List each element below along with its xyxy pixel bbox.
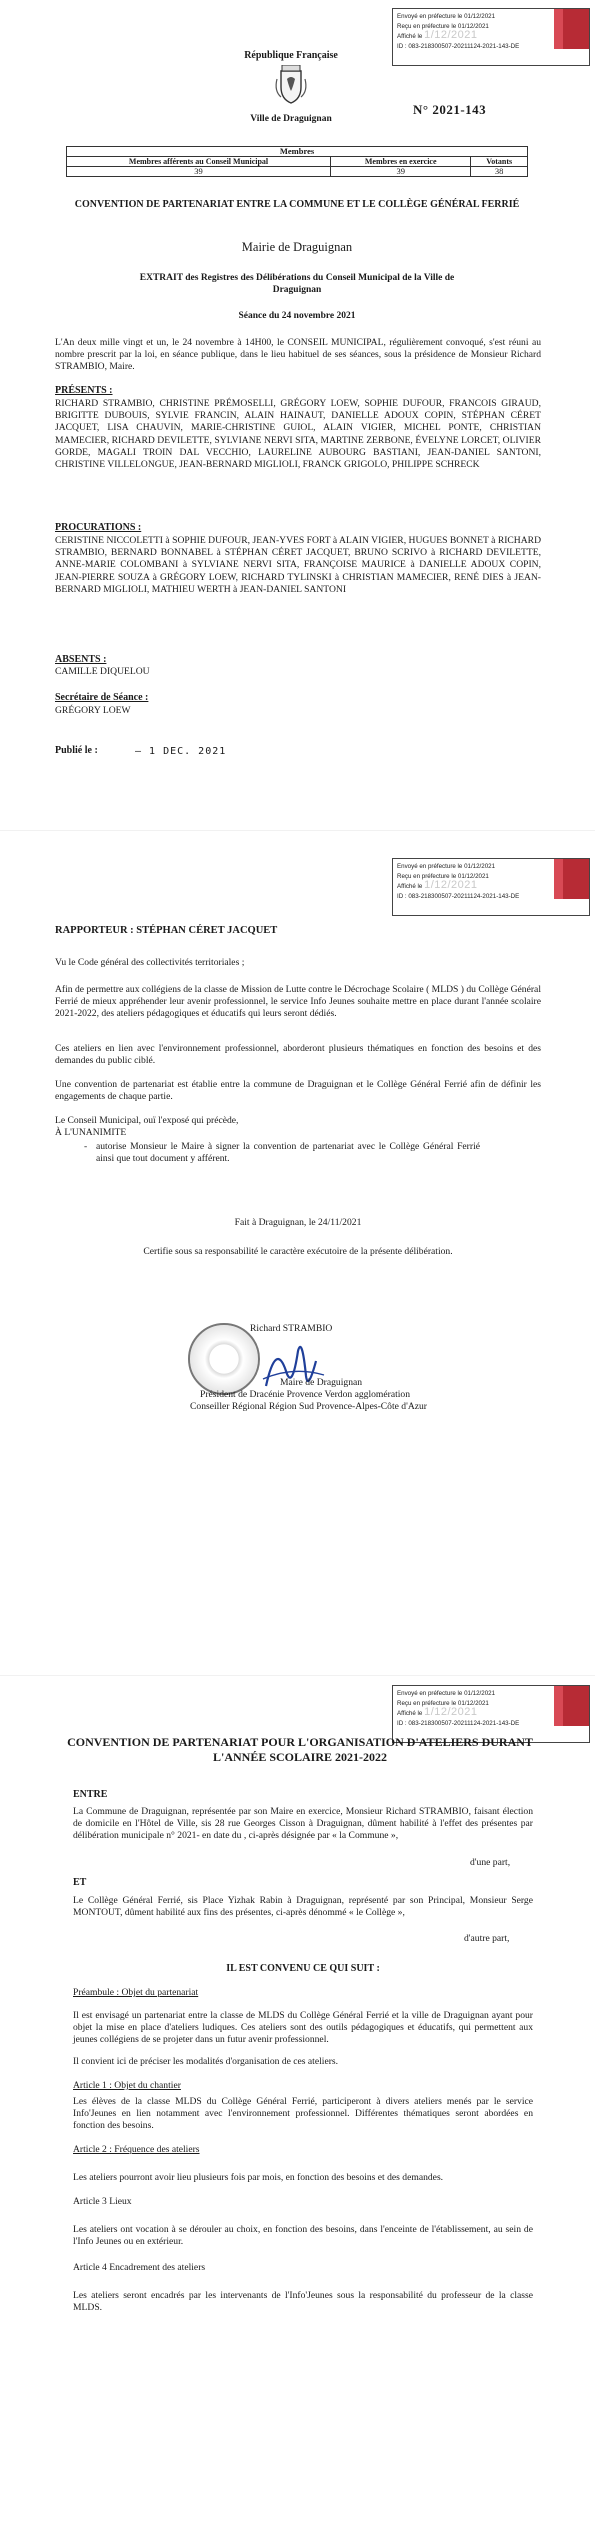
preamble-text: Il est envisagé un partenariat entre la classe de MLDS du Collège Général Ferrié et la ville de Draguignan ayant pour objet la mise en place d'ateliers ludiques. Ces ateliers sont des outils pédagogiques et éducatifs, qui permettent aux jeunes collégiens de se projeter dans un futur avenir professionnel. (73, 2010, 533, 2046)
stamp-sent: Envoyé en préfecture le 01/12/2021 (397, 863, 496, 870)
members-table (66, 146, 528, 177)
article-1-text: Les élèves de la classe MLDS du Collège Général Ferrié, participeront à divers ateliers menés par le service Info'Jeunes en lien notamment avec l'environnement professionnel. Différentes thématiques seront abordées en fonction des besoins. (73, 2096, 533, 2132)
procurations-list: CERISTINE NICCOLETTI à SOPHIE DUFOUR, JEAN-YVES FORT à ALAIN VIGIER, HUGUES BONNET à RICHARD STRAMBIO, BERNARD BONNABEL à STÉPHAN CÉRET JACQUET, BRUNO SCRIVO à RICHARD DEVILETTE, ANNE-MARIE COLOMBANI à SYLVIANE NERVI SITA, FRANÇOISE MAURICE à DANIELLE ADOUX COPIN, JEAN-PIERRE SOUZA à GRÉGORY LOEW, RICHARD TYLINSKI à CHRISTIAN MAMECIER, RENÉ DIES à JEAN-BERNARD MIGLIOLI, MATHIEU WERTH à JEAN-DANIEL SANTONI (55, 535, 541, 595)
article-4-heading: Article 4 Encadrement des ateliers (73, 2262, 206, 2273)
between-label: ENTRE (73, 1789, 108, 1800)
agreement-title: CONVENTION DE PARTENARIAT POUR L'ORGANISATION D'ATELIERS DURANT L'ANNÉE SCOLAIRE 2021-2022 (67, 1735, 533, 1764)
stamp-posted-date: 1/12/2021 (424, 29, 478, 41)
signatory-role: Maire de Draguignan (280, 1377, 363, 1388)
party-commune: La Commune de Draguignan, représentée par son Maire en exercice, Monsieur Richard STRAMBIO, faisant élection de domicile en l'Hôtel de Ville, sis 28 rue Georges Cisson à Draguignan, dûment habilité à l'effet des présentes par délibération municipale n° 2021- en date du , ci-après désignée par « la Commune », (73, 1806, 533, 1842)
members-caption: Membres (67, 147, 528, 157)
stamp-posted-label: Affiché le (397, 883, 423, 890)
stamp-logo (563, 1686, 589, 1726)
members-header: Membres afférents au Conseil Municipal (67, 157, 331, 167)
decision-list (80, 1141, 480, 1165)
vote-result: À L'UNANIMITE (55, 1127, 127, 1138)
stamp-logo (563, 859, 589, 899)
paragraph-convention: Une convention de partenariat est établie entre la commune de Draguignan et le Collège Général Ferrié afin de définir les engagements de chaque partie. (55, 1079, 541, 1103)
stamp-logo (563, 9, 589, 49)
stamp-id: ID : 083-218300507-20211124-2021-143-DE (397, 892, 520, 900)
preamble-heading: Préambule : Objet du partenariat (73, 1987, 199, 1998)
article-3-text: Les ateliers ont vocation à se dérouler au choix, en fonction des besoins, dans l'enceinte de l'établissement, au sein de l'Info Jeunes ou en extérieur. (73, 2224, 533, 2248)
session-date: Séance du 24 novembre 2021 (238, 311, 356, 321)
rapporteur: RAPPORTEUR : STÉPHAN CÉRET JACQUET (55, 925, 278, 936)
stamp-id: ID : 083-218300507-20211124-2021-143-DE (397, 1719, 520, 1727)
second-party-label: d'autre part, (464, 1933, 510, 1944)
decision-item: - autorise Monsieur le Maire à signer la convention de partenariat avec le Collège Général Ferrié ainsi que tout document y afférent. (80, 1141, 480, 1165)
members-header: Votants (471, 157, 528, 167)
paragraph-context: Afin de permettre aux collégiens de la classe de Mission de Lutte contre le Décrochage Scolaire ( MLDS ) du Collège Général Ferrié de mieux appréhender leur avenir professionnel, le service Info Jeunes souhaite mettre en place durant l'année scolaire 2021-2022, des ateliers pédagogiques et éducatifs qui leurs seront dédiés. (55, 984, 541, 1020)
absents-list: CAMILLE DIQUELOU (55, 666, 150, 677)
and-label: ET (73, 1877, 87, 1888)
certification: Certifie sous sa responsabilité le caractère exécutoire de la présente délibération. (143, 1246, 453, 1257)
signatory-name: Richard STRAMBIO (250, 1323, 333, 1334)
extract-heading: EXTRAIT des Registres des Délibérations du Conseil Municipal de la Ville de Draguignan (139, 273, 455, 295)
published-label: Publié le : (55, 745, 98, 756)
article-1-heading: Article 1 : Objet du chantier (73, 2080, 181, 2091)
members-header: Membres en exercice (331, 157, 471, 167)
republic-header (226, 50, 356, 124)
article-4-text: Les ateliers seront encadrés par les intervenants de l'Info'Jeunes sous la responsabilité du professeur de la classe MLDS. (73, 2290, 533, 2314)
signatory-role: Conseiller Régional Région Sud Provence-Alpes-Côte d'Azur (190, 1401, 427, 1412)
secretary-heading: Secrétaire de Séance : (55, 692, 149, 703)
coat-of-arms-icon (273, 65, 309, 105)
party-college: Le Collège Général Ferrié, sis Place Yizhak Rabin à Draguignan, représenté par son Principal, Monsieur Serge MONTOUT, dûment habilité aux fins des présentes, ci-après dénommé « le Collège », (73, 1895, 533, 1919)
signatory-role: Président de Dracénie Provence Verdon agglomération (200, 1389, 411, 1400)
presents-heading: PRÉSENTS : (55, 385, 113, 396)
stamp-posted-label: Affiché le (397, 1710, 423, 1717)
preamble-text: Il convient ici de préciser les modalités d'organisation de ces ateliers. (73, 2056, 339, 2067)
article-3-heading: Article 3 Lieux (73, 2196, 132, 2207)
intro-paragraph: L'An deux mille vingt et un, le 24 novembre à 14H00, le CONSEIL MUNICIPAL, régulièrement convoqué, s'est réuni au nombre prescrit par la loi, en séance publique, dans le lieu habituel de ses séances, sous la présidence de Monsieur Richard STRAMBIO, Maire. (55, 337, 541, 373)
published-date-stamp: – 1 DEC. 2021 (135, 746, 227, 757)
republic-title: République Française (244, 50, 338, 61)
stamp-received: Reçu en préfecture le 01/12/2021 (397, 872, 489, 880)
deliberation-number: N° 2021-143 (413, 102, 487, 117)
stamp-id: ID : 083-218300507-20211124-2021-143-DE (397, 42, 520, 50)
prefecture-stamp (392, 8, 590, 66)
stamp-sent: Envoyé en préfecture le 01/12/2021 (397, 13, 496, 20)
signed-place-date: Fait à Draguignan, le 24/11/2021 (234, 1217, 362, 1228)
members-value: 39 (331, 167, 471, 177)
agreed-heading: IL EST CONVENU CE QUI SUIT : (226, 1963, 380, 1974)
stamp-posted-date: 1/12/2021 (424, 879, 478, 891)
page-1 (0, 0, 595, 830)
stamp-received: Reçu en préfecture le 01/12/2021 (397, 22, 489, 30)
procurations-heading: PROCURATIONS : (55, 522, 142, 533)
presents-list: RICHARD STRAMBIO, CHRISTINE PRÉMOSELLI, GRÉGORY LOEW, SOPHIE DUFOUR, FRANCOIS GIRAUD, BRIGITTE DUBOUIS, SYLVIE FRANCIN, ALAIN HAINAUT, DANIELLE ADOUX COPIN, STÉPHAN CÉRET JACQUET, LISA CHAUVIN, MARIE-CHRISTINE GUIOL, ALAIN VIGIER, MICHEL PONTE, CHRISTIAN MAMECIER, RICHARD DEVILETTE, SYLVIANE NERVI SITA, MARTINE ZERBONE, ÉVELYNE LORCET, OLIVIER GORDE, MAGALI TROIN DAL VECCHIO, LAURELINE AUBOURG BASTIANI, JEAN-DANIEL SANTONI, CHRISTINE VILLELONGUE, JEAN-BERNARD MIGLIOLI, FRANCK GRIGOLO, PHILIPPE SCHRECK (55, 398, 541, 471)
members-value: 39 (67, 167, 331, 177)
stamp-received: Reçu en préfecture le 01/12/2021 (397, 1699, 489, 1707)
legal-basis: Vu le Code général des collectivités territoriales ; (55, 957, 245, 968)
stamp-sent: Envoyé en préfecture le 01/12/2021 (397, 1690, 496, 1697)
paragraph-themes: Ces ateliers en lien avec l'environnement professionnel, aborderont plusieurs thématiques en fonction des besoins et des demandes du public ciblé. (55, 1043, 541, 1067)
article-2-text: Les ateliers pourront avoir lieu plusieurs fois par mois, en fonction des besoins et des demandes. (73, 2172, 444, 2183)
mairie-heading: Mairie de Draguignan (241, 240, 353, 254)
secretary-name: GRÉGORY LOEW (55, 705, 131, 716)
paragraph-council: Le Conseil Municipal, ouï l'exposé qui précède, (55, 1115, 239, 1126)
prefecture-stamp (392, 858, 590, 916)
city-name: Ville de Draguignan (250, 114, 332, 124)
stamp-posted-label: Affiché le (397, 33, 423, 40)
first-party-label: d'une part, (470, 1857, 511, 1868)
page-3 (0, 1675, 595, 2536)
page-2 (0, 830, 595, 1675)
article-2-heading: Article 2 : Fréquence des ateliers (73, 2144, 200, 2155)
stamp-posted-date: 1/12/2021 (424, 1706, 478, 1718)
absents-heading: ABSENTS : (55, 654, 107, 665)
convention-title: CONVENTION DE PARTENARIAT ENTRE LA COMMUNE ET LE COLLÈGE GÉNÉRAL FERRIÉ (74, 199, 520, 210)
members-value: 38 (471, 167, 528, 177)
